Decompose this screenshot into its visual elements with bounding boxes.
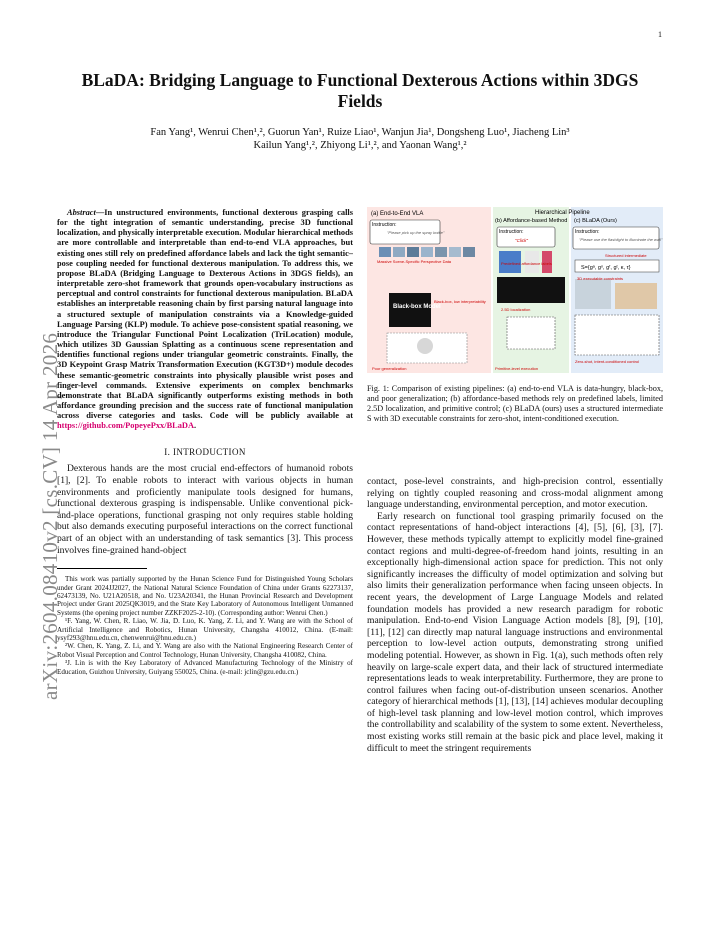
footnote-affil-1: ¹F. Yang, W. Chen, R. Liao, W. Jia, D. Luo, K. Yang, Z. Li, and Y. Wang are with the School of Artificial Intelligence and Robotics, Hunan University, Changsha 410012, China. (E-mail: ysyf293@hnu.edu.cn, chenwenrui@hnu.edu.cn.) bbox=[57, 617, 353, 643]
note-a2: Black-box, low interpretability bbox=[434, 299, 486, 304]
section-heading: I. INTRODUCTION bbox=[164, 447, 246, 458]
arxiv-stamp: arXiv:2604.08410v2 [cs.CV] 14 Apr 2026 bbox=[38, 332, 62, 700]
note-c1: Structured intermediate bbox=[605, 253, 647, 258]
abstract-text: —In unstructured environments, functional dexterous grasping calls for the tight integration of semantic understanding, precise 3D functional localization, and physically interpretable execution. Modular hierarchical methods are more controllable and interpretable than end-to-end VLA approaches, but existing ones still rely on predefined affordance labels and lack the tight semantic–pose coupling needed for functional dexterous manipulation. To address this, we propose BLaDA (Bridging Language to Dexterous Actions in 3DGS fields), an interpretable zero-shot framework that grounds open-vocabulary instructions as perceptual and control constraints for functional dexterous manipulation. BLaDA establishes an interpretable reasoning chain by first parsing natural language into a structured sextuple of manipulation constraints via a Knowledge-guided Language Parsing (KLP) module. To achieve pose-consistent spatial reasoning, we introduce the Triangular Functional Point Localization (TriLocation) module, which utilizes 3D Gaussian Splatting as a continuous scene representation and identifies functional regions under triangular geometric constraints. Finally, the 3D Keypoint Grasp Matrix Transformation Execution (KGT3D+) module decodes these semantic-geometric constraints into physically plausible wrist poses and finger-level commands. Extensive experiments on complex benchmarks demonstrate that BLaDA significantly outperforms existing methods in both affordance grounding precision and the success rate of functional manipulation across diverse categories and tasks. Code will be publicly available at bbox=[57, 208, 353, 421]
instr-c-text: "Please use the flashlight to illuminate the wall" bbox=[579, 237, 663, 242]
panel-c-title: (c) BLaDA (Ours) bbox=[574, 218, 617, 224]
panel-b-title: (b) Affordance-based Method bbox=[495, 218, 568, 224]
figure-1 bbox=[367, 205, 663, 375]
instr-c-label: Instruction: bbox=[575, 229, 600, 235]
intro-right-p1: contact, pose-level constraints, and high-precision control, essentially relying on tightly coupled reasoning and cross-modal alignment among language understanding, environmental perception, and motor execution. bbox=[367, 476, 663, 511]
left-column bbox=[57, 208, 353, 676]
abstract bbox=[57, 208, 353, 431]
intro-left-paragraph: Dexterous hands are the most crucial end-effectors of humanoid robots [1], [2]. To enable robots to interact with various objects in human environments and proficiently manipulate tools designed for humans, functional dexterous grasping is indispensable. Unlike conventional pick-and-place operations, functional grasping not only requires stable holding but also demands executing purposeful interactions on the correct functional part of an object with an understanding of task semantics [3]. This process involves fine-grained hand-object bbox=[57, 463, 353, 556]
instr-b-text: "Click" bbox=[515, 238, 528, 243]
code-link[interactable]: https://github.com/PopeyePxx/BLaDA bbox=[57, 421, 195, 431]
note-c3: Zero-shot, intent-conditioned control bbox=[575, 359, 640, 364]
right-column bbox=[367, 476, 663, 754]
pipeline-header: Hierarchical Pipeline bbox=[535, 210, 590, 216]
panel-a-title: (a) End-to-End VLA bbox=[371, 211, 424, 217]
figure-caption: Fig. 1: Comparison of existing pipelines: (a) end-to-end VLA is data-hungry, black-box, and poor generalization; (b) affordance-based methods rely on predefined labels, limited 2.5D localization, and primitive control; (c) BLaDA (ours) uses a structured intermediate S with 3D executable constraints for zero-shot, intent-conditioned execution. bbox=[367, 384, 663, 423]
author-list bbox=[70, 126, 650, 152]
footnote-affil-3: ³J. Lin is with the Key Laboratory of Advanced Manufacturing Technology of the Ministry of Education, Guizhou University, Guiyang 550025, China. (e-mail: jclin@gzu.edu.cn.) bbox=[57, 659, 353, 676]
image-grid-a bbox=[379, 247, 475, 257]
footnote-funding: This work was partially supported by the Hunan Science Fund for Distinguished Young Scholars under Grant 2024JJ2027, the National Natural Science Foundation of China under Grants 62273137, 62473139, No. U21A20518, and No. U23A20341, the Hunan Provincial Research and Development Project under Grant 2025QK3019, and the State Key Laboratory of Autonomous Intelligent Unmanned Systems (the opening project number ZZKF2025-2-10). (Corresponding author: Wenrui Chen.) bbox=[57, 575, 353, 617]
formula: S={gᵃ, gᵒ, gᶠ, gᵗ, κ, τ} bbox=[581, 265, 631, 271]
instr-a-label: Instruction: bbox=[372, 222, 397, 228]
instr-a-text: "Please pick up the spray bottle" bbox=[387, 230, 445, 235]
note-a1: Massive Scene-Specific Perspective Data bbox=[377, 259, 452, 264]
page-number: 1 bbox=[658, 30, 662, 39]
blackbox-model bbox=[389, 293, 431, 327]
note-b2: 2.5D localization bbox=[501, 307, 531, 312]
note-b1: Predefined affordance labels bbox=[501, 261, 552, 266]
abstract-lead: Abstract bbox=[67, 208, 96, 217]
authors-line-2: Kailun Yang¹,², Zhiyong Li¹,², and Yaonan Wang¹,² bbox=[253, 140, 467, 151]
intro-right-p2: Early research on functional tool grasping primarily focused on the contact representations of hand-object interactions [4], [5], [6], [3], [7]. However, these methods typically attempt to explicitly model fine-grained contact regions and multi-degree-of-freedom hand joints, resulting in an exceptionally high-dimensional action space for prediction. This not only significantly increases the difficulty of model optimization and solving but also limits their generalization performance when facing unseen objects. In recent years, the development of Large Language Models and related foundation models has provided a new research paradigm for robotic manipulation. End-to-end Vision Language Action models [8], [9], [10], [11], [12] can directly map natural language instructions and environmental perception to low-level action outputs, demonstrating strong unified modeling potential. However, as shown in Fig. 1(a), such methods often rely heavily on large-scale expert data, and their lack of structured intermediate representations leads to weak interpretability. Furthermore, they are prone to control failures when facing out-of-distribution unseen scenarios. Another category of hierarchical methods [1], [13], [14] achieves modular decoupling of high-level task planning and low-level motion control, which improves the controllability and scalability of the system to some extent. Nevertheless, most existing works still remain at the basic pick and place level, making it difficult to meet the stringent requirements bbox=[367, 510, 663, 754]
paper-title: BLaDA: Bridging Language to Functional Dexterous Actions within 3DGS Fields bbox=[81, 70, 639, 111]
footnote-rule bbox=[57, 568, 147, 569]
footnote-affil-2: ²W. Chen, K. Yang, Z. Li, and Y. Wang are also with the National Engineering Research Center of Robot Visual Perception and Control Technology, Hunan University, Changsha 410082, China. bbox=[57, 642, 353, 659]
note-c2: 3D executable constraints bbox=[577, 276, 624, 281]
note-b3: Primitive-level execution bbox=[495, 366, 539, 371]
authors-line-1: Fan Yang¹, Wenrui Chen¹,², Guorun Yan¹, Ruize Liao¹, Wanjun Jia¹, Dongsheng Luo¹, Jiacheng Lin³ bbox=[150, 127, 570, 138]
blackbox-label: Black-box Model bbox=[393, 304, 441, 310]
note-a3: Poor generalization bbox=[372, 366, 407, 371]
abstract-end: . bbox=[194, 421, 197, 431]
instr-b-label: Instruction: bbox=[499, 229, 524, 235]
